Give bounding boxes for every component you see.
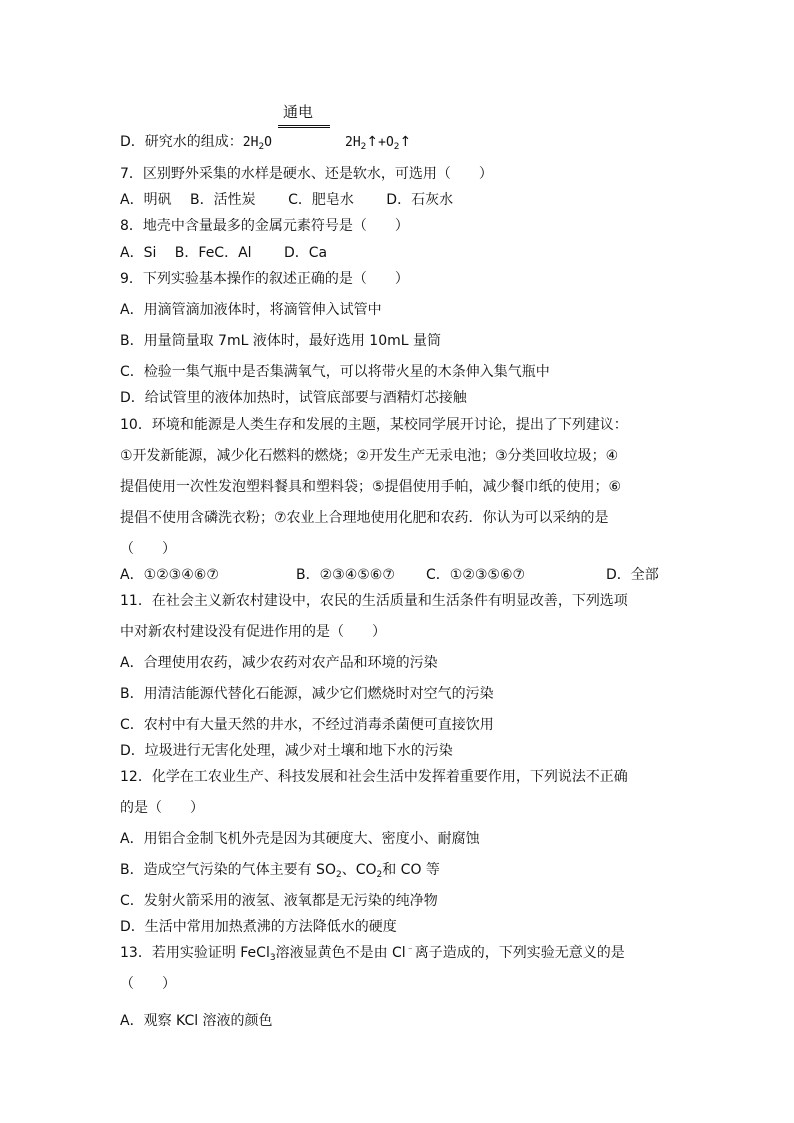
q13-stem-mid: 溶液显黄色不是由 Cl — [275, 945, 406, 961]
q8-stem: 8．地壳中含量最多的金属元素符号是（ ） — [120, 218, 409, 234]
q10-stem: 10．环境和能源是人类生存和发展的主题，某校同学展开讨论，提出了下列建议： — [120, 417, 628, 433]
cl-charge-sup: ﹣ — [405, 944, 415, 954]
q11-option-d: D．垃圾进行无害化处理，减少对土壤和地下水的污染 — [120, 743, 453, 759]
q12-stem-2: 的是（ ） — [120, 800, 204, 816]
q9-option-b: B．用量筒量取 7mL 液体时，最好选用 10mL 量筒 — [120, 333, 442, 349]
q12-option-c: C．发射火箭采用的液氢、液氧都是无污染的纯净物 — [120, 893, 438, 909]
reactant-tail: O — [264, 135, 272, 150]
reactant-main: 2H — [242, 135, 259, 150]
q11-option-c: C．农村中有大量天然的井水，不经过消毒杀菌便可直接饮用 — [120, 717, 494, 733]
q9-stem: 9．下列实验基本操作的叙述正确的是（ ） — [120, 271, 409, 287]
so2-sub: 2 — [335, 870, 342, 880]
q13-stem-pre: 13．若用实验证明 FeCl — [120, 945, 270, 961]
reaction-arrow-bar — [278, 125, 330, 128]
q6-option-d — [120, 133, 411, 152]
product2-sub: 2 — [393, 142, 400, 152]
q12-option-b-mid: 、CO — [341, 862, 377, 878]
reaction-condition: 通电 — [283, 103, 314, 121]
q12-option-b-pre: B．造成空气污染的气体主要有 SO — [120, 862, 336, 878]
q8-options: A．Si B．FeC．Al D．Ca — [120, 245, 328, 261]
q6-option-d-prefix: D．研究水的组成： — [120, 134, 243, 150]
q12-option-d: D．生活中常用加热煮沸的方法降低水的硬度 — [120, 919, 397, 935]
q13-stem-post: 离子造成的，下列实验无意义的是 — [414, 945, 625, 961]
q11-option-a: A．合理使用农药，减少农药对农产品和环境的污染 — [120, 655, 438, 671]
q9-option-a: A．用滴管滴加液体时，将滴管伸入试管中 — [120, 302, 382, 318]
q10-option-c: C．①②③⑤⑥⑦ — [426, 567, 526, 583]
q12-option-b — [120, 861, 440, 879]
co2-sub: 2 — [376, 870, 383, 880]
q12-stem-1: 12．化学在工农业生产、科技发展和社会生活中发挥着重要作用，下列说法不正确 — [120, 769, 628, 785]
q10-line-2: 提倡使用一次性发泡塑料餐具和塑料袋；⑤提倡使用手帕，减少餐巾纸的使用；⑥ — [120, 479, 622, 495]
q11-stem-2: 中对新农村建设没有促进作用的是（ ） — [120, 624, 386, 640]
product1-main: 2H — [345, 135, 361, 150]
q10-option-a: A．①②③④⑥⑦ — [120, 567, 219, 583]
q9-option-c: C．检验一集气瓶中是否集满氧气，可以将带火星的木条伸入集气瓶中 — [120, 364, 550, 380]
q7-options: A．明矾 B．活性炭 C．肥皂水 D．石灰水 — [120, 192, 454, 208]
reactant-sub: 2 — [258, 142, 265, 152]
q10-paren: （ ） — [120, 541, 176, 557]
q13-stem — [120, 944, 625, 962]
q12-option-a: A．用铝合金制飞机外壳是因为其硬度大、密度小、耐腐蚀 — [120, 831, 480, 847]
q13-option-a: A．观察 KCl 溶液的颜色 — [120, 1013, 273, 1029]
product1-sub: 2 — [360, 142, 367, 152]
q11-option-b: B．用清洁能源代替化石能源，减少它们燃烧时对空气的污染 — [120, 686, 494, 702]
q7-stem: 7．区别野外采集的水样是硬水、还是软水，可选用（ ） — [120, 166, 493, 182]
q11-stem-1: 11．在社会主义新农村建设中，农民的生活质量和生活条件有明显改善，下列选项 — [120, 593, 628, 609]
q10-option-b: B．②③④⑤⑥⑦ — [296, 567, 395, 583]
fecl3-sub: 3 — [269, 953, 276, 963]
product2-arrow: ↑ — [399, 134, 412, 150]
q9-option-d: D．给试管里的液体加热时，试管底部要与酒精灯芯接触 — [120, 390, 467, 406]
q10-line-1: ①开发新能源，减少化石燃料的燃烧；②开发生产无汞电池；③分类回收垃圾；④ — [120, 448, 619, 464]
product1-arrow: ↑ — [366, 134, 379, 150]
product-plus: +O — [378, 135, 394, 150]
q10-line-3: 提倡不使用含磷洗衣粉；⑦农业上合理地使用化肥和农药．你认为可以采纳的是 — [120, 510, 609, 526]
q12-option-b-post: 和 CO 等 — [382, 862, 440, 878]
q13-paren: （ ） — [120, 976, 176, 992]
q10-option-d: D．全部 — [606, 567, 659, 583]
